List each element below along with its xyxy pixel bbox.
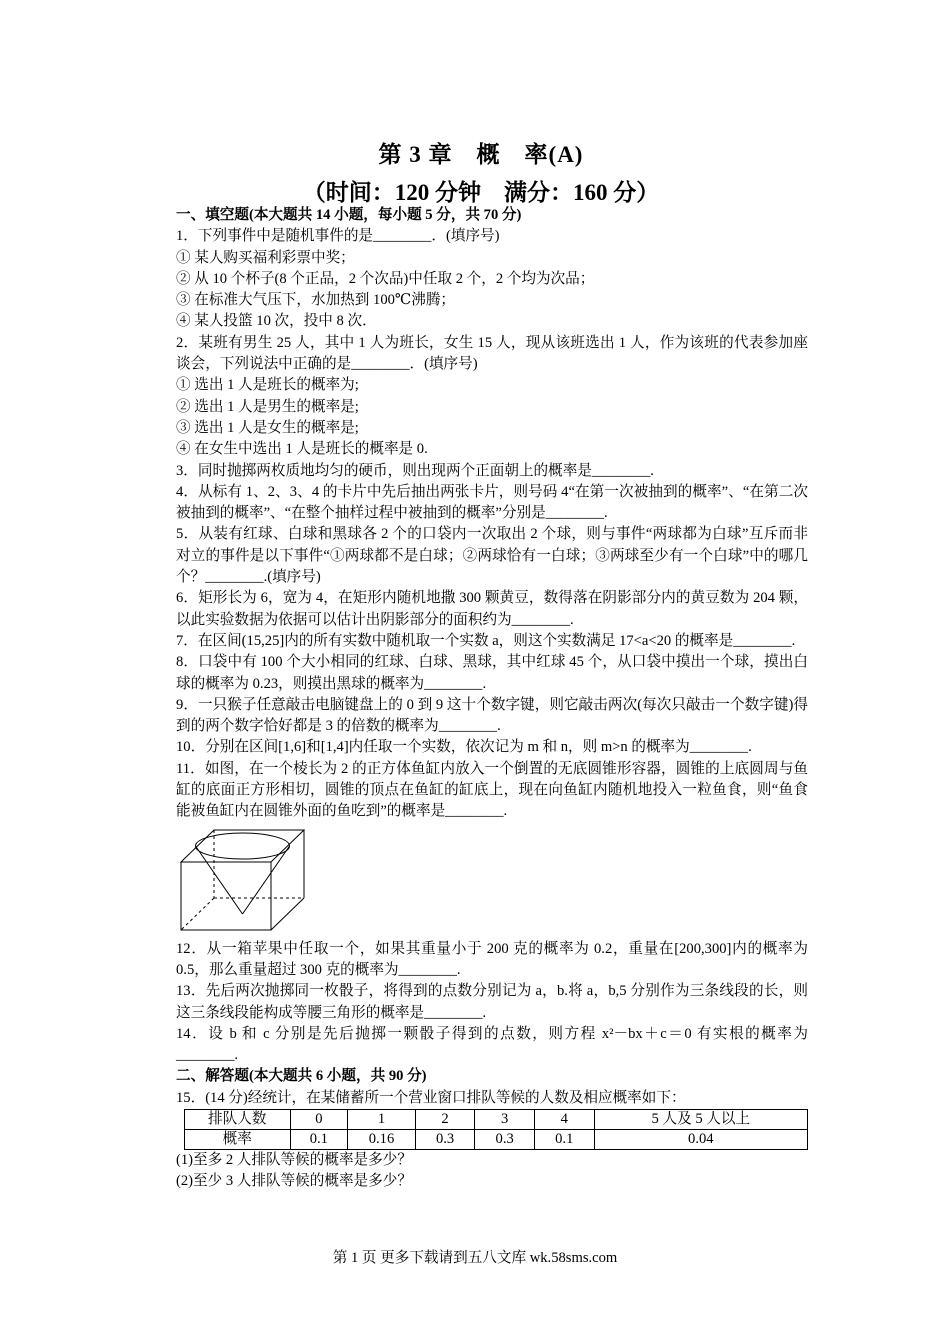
- table-cell: 0: [290, 1109, 348, 1129]
- text-line: 8．口袋中有 100 个大小相同的红球、白球、黑球，其中红球 45 个，从口袋中摸出一个球，摸出白球的概率为 0.23，则摸出黑球的概率为________.: [176, 654, 808, 692]
- text-line: ② 选出 1 人是男生的概率是;: [176, 398, 359, 415]
- text-line: 4．从标有 1、2、3、4 的卡片中先后抽出两张卡片，则号码 4“在第一次被抽到的概率”、“在第二次被抽到的概率”、“在整个抽样过程中被抽到的概率”分别是________.: [176, 483, 808, 522]
- text-line: ② 从 10 个杯子(8 个正品，2 个次品)中任取 2 个，2 个均为次品；: [176, 270, 595, 287]
- text-line: ③ 选出 1 人是女生的概率是;: [176, 419, 359, 436]
- table-cell: 4: [534, 1109, 594, 1129]
- text-line: 12．从一箱苹果中任取一个，如果其重量小于 200 克的概率为 0.2，重量在[200,300]内的概率为 0.5，那么重量超过 300 克的概率为________.: [176, 940, 808, 978]
- table-cell: 1: [348, 1109, 416, 1129]
- table-cell: 0.04: [594, 1129, 807, 1149]
- text-line: 9．一只猴子任意敲击电脑键盘上的 0 到 9 这十个数字键，则它敲击两次(每次只敲击一个数字键)得到的两个数字恰好都是 3 的倍数的概率为________.: [176, 696, 808, 735]
- text-line: 14．设 b 和 c 分别是先后抛掷一颗骰子得到的点数，则方程 x²－bx＋c＝0 有实根的概率为________.: [176, 1025, 808, 1064]
- text-line: 13．先后两次抛掷同一枚骰子，将得到的点数分别记为 a，b.将 a，b,5 分别作为三条线段的长，则这三条线段能构成等腰三角形的概率是________.: [176, 983, 808, 1021]
- text-line: 1．下列事件中是随机事件的是________．(填序号): [176, 228, 500, 245]
- text-line: ④ 某人投篮 10 次，投中 8 次．: [176, 313, 377, 330]
- table-cell: 0.1: [534, 1129, 594, 1149]
- text-line: 3．同时抛掷两枚质地均匀的硬币，则出现两个正面朝上的概率是________.: [176, 462, 654, 479]
- text-line: ③ 在标准大气压下，水加热到 100℃沸腾；: [176, 292, 456, 309]
- table-row: [185, 1129, 808, 1149]
- text-line: ① 某人购买福利彩票中奖；: [176, 249, 355, 266]
- cube-cone-figure: [176, 823, 808, 939]
- text-line: ④ 在女生中选出 1 人是班长的概率是 0.: [176, 441, 428, 458]
- text-line: (2)至少 3 人排队等候的概率是多少？: [176, 1173, 412, 1190]
- page-title: 第 3 章 概 率(A): [378, 142, 584, 167]
- table-cell: 5 人及 5 人以上: [594, 1109, 807, 1129]
- text-line: 11．如图，在一个棱长为 2 的正方体鱼缸内放入一个倒置的无底圆锥形容器，圆锥的上底圆周与鱼缸的底面正方形相切，圆锥的顶点在鱼缸的缸底上，现在向鱼缸内随机地投入一粒鱼食，则“鱼食能被鱼缸内在圆锥外面的鱼吃到”的概率是________.: [176, 760, 808, 820]
- table-cell: 0.16: [348, 1129, 416, 1149]
- text-line: 7．在区间(15,25]内的所有实数中随机取一个实数 a，则这个实数满足 17<a<20 的概率是________.: [176, 632, 796, 649]
- table-cell: 3: [475, 1109, 535, 1129]
- table-cell: 2: [415, 1109, 475, 1129]
- text-line: 2．某班有男生 25 人，其中 1 人为班长，女生 15 人，现从该班选出 1 人，作为该班的代表参加座谈会，下列说法中正确的是________．(填序号): [176, 334, 808, 373]
- queue-probability-table: [184, 1109, 808, 1150]
- section-heading: 一、填空题(本大题共 14 小题，每小题 5 分，共 70 分): [176, 207, 522, 223]
- text-line: 10．分别在区间[1,6]和[1,4]内任取一个实数，依次记为 m 和 n，则 m>n 的概率为________.: [176, 739, 752, 756]
- text-line: 15．(14 分)经统计，在某储蓄所一个营业窗口排队等候的人数及相应概率如下：: [176, 1089, 686, 1106]
- page-subtitle: （时间：120 分钟 满分：160 分）: [302, 180, 660, 205]
- table-cell: 0.1: [290, 1129, 348, 1149]
- table-cell: 0.3: [415, 1129, 475, 1149]
- text-line: 5．从装有红球、白球和黑球各 2 个的口袋内一次取出 2 个球，则与事件“两球都为白球”互斥而非对立的事件是以下事件“①两球都不是白球；②两球恰有一白球；③两球至少有一个白球”中的哪几个？________.(填序号): [176, 526, 808, 586]
- table-cell: 排队人数: [185, 1109, 291, 1129]
- table-header-row: [185, 1109, 808, 1129]
- document-body: [176, 205, 808, 1193]
- text-line: (1)至多 2 人排队等候的概率是多少？: [176, 1151, 412, 1168]
- text-line: ① 选出 1 人是班长的概率为;: [176, 377, 359, 394]
- section-heading: 二、解答题(本大题共 6 小题，共 90 分): [176, 1068, 427, 1085]
- page-footer: 第 1 页 更多下载请到五八文库 wk.58sms.com: [332, 1250, 618, 1266]
- table-cell: 0.3: [475, 1129, 535, 1149]
- text-line: 6．矩形长为 6，宽为 4，在矩形内随机地撒 300 颗黄豆，数得落在阴影部分内的黄豆数为 204 颗，以此实验数据为依据可以估计出阴影部分的面积约为________.: [176, 590, 808, 628]
- table-cell: 概率: [185, 1129, 291, 1149]
